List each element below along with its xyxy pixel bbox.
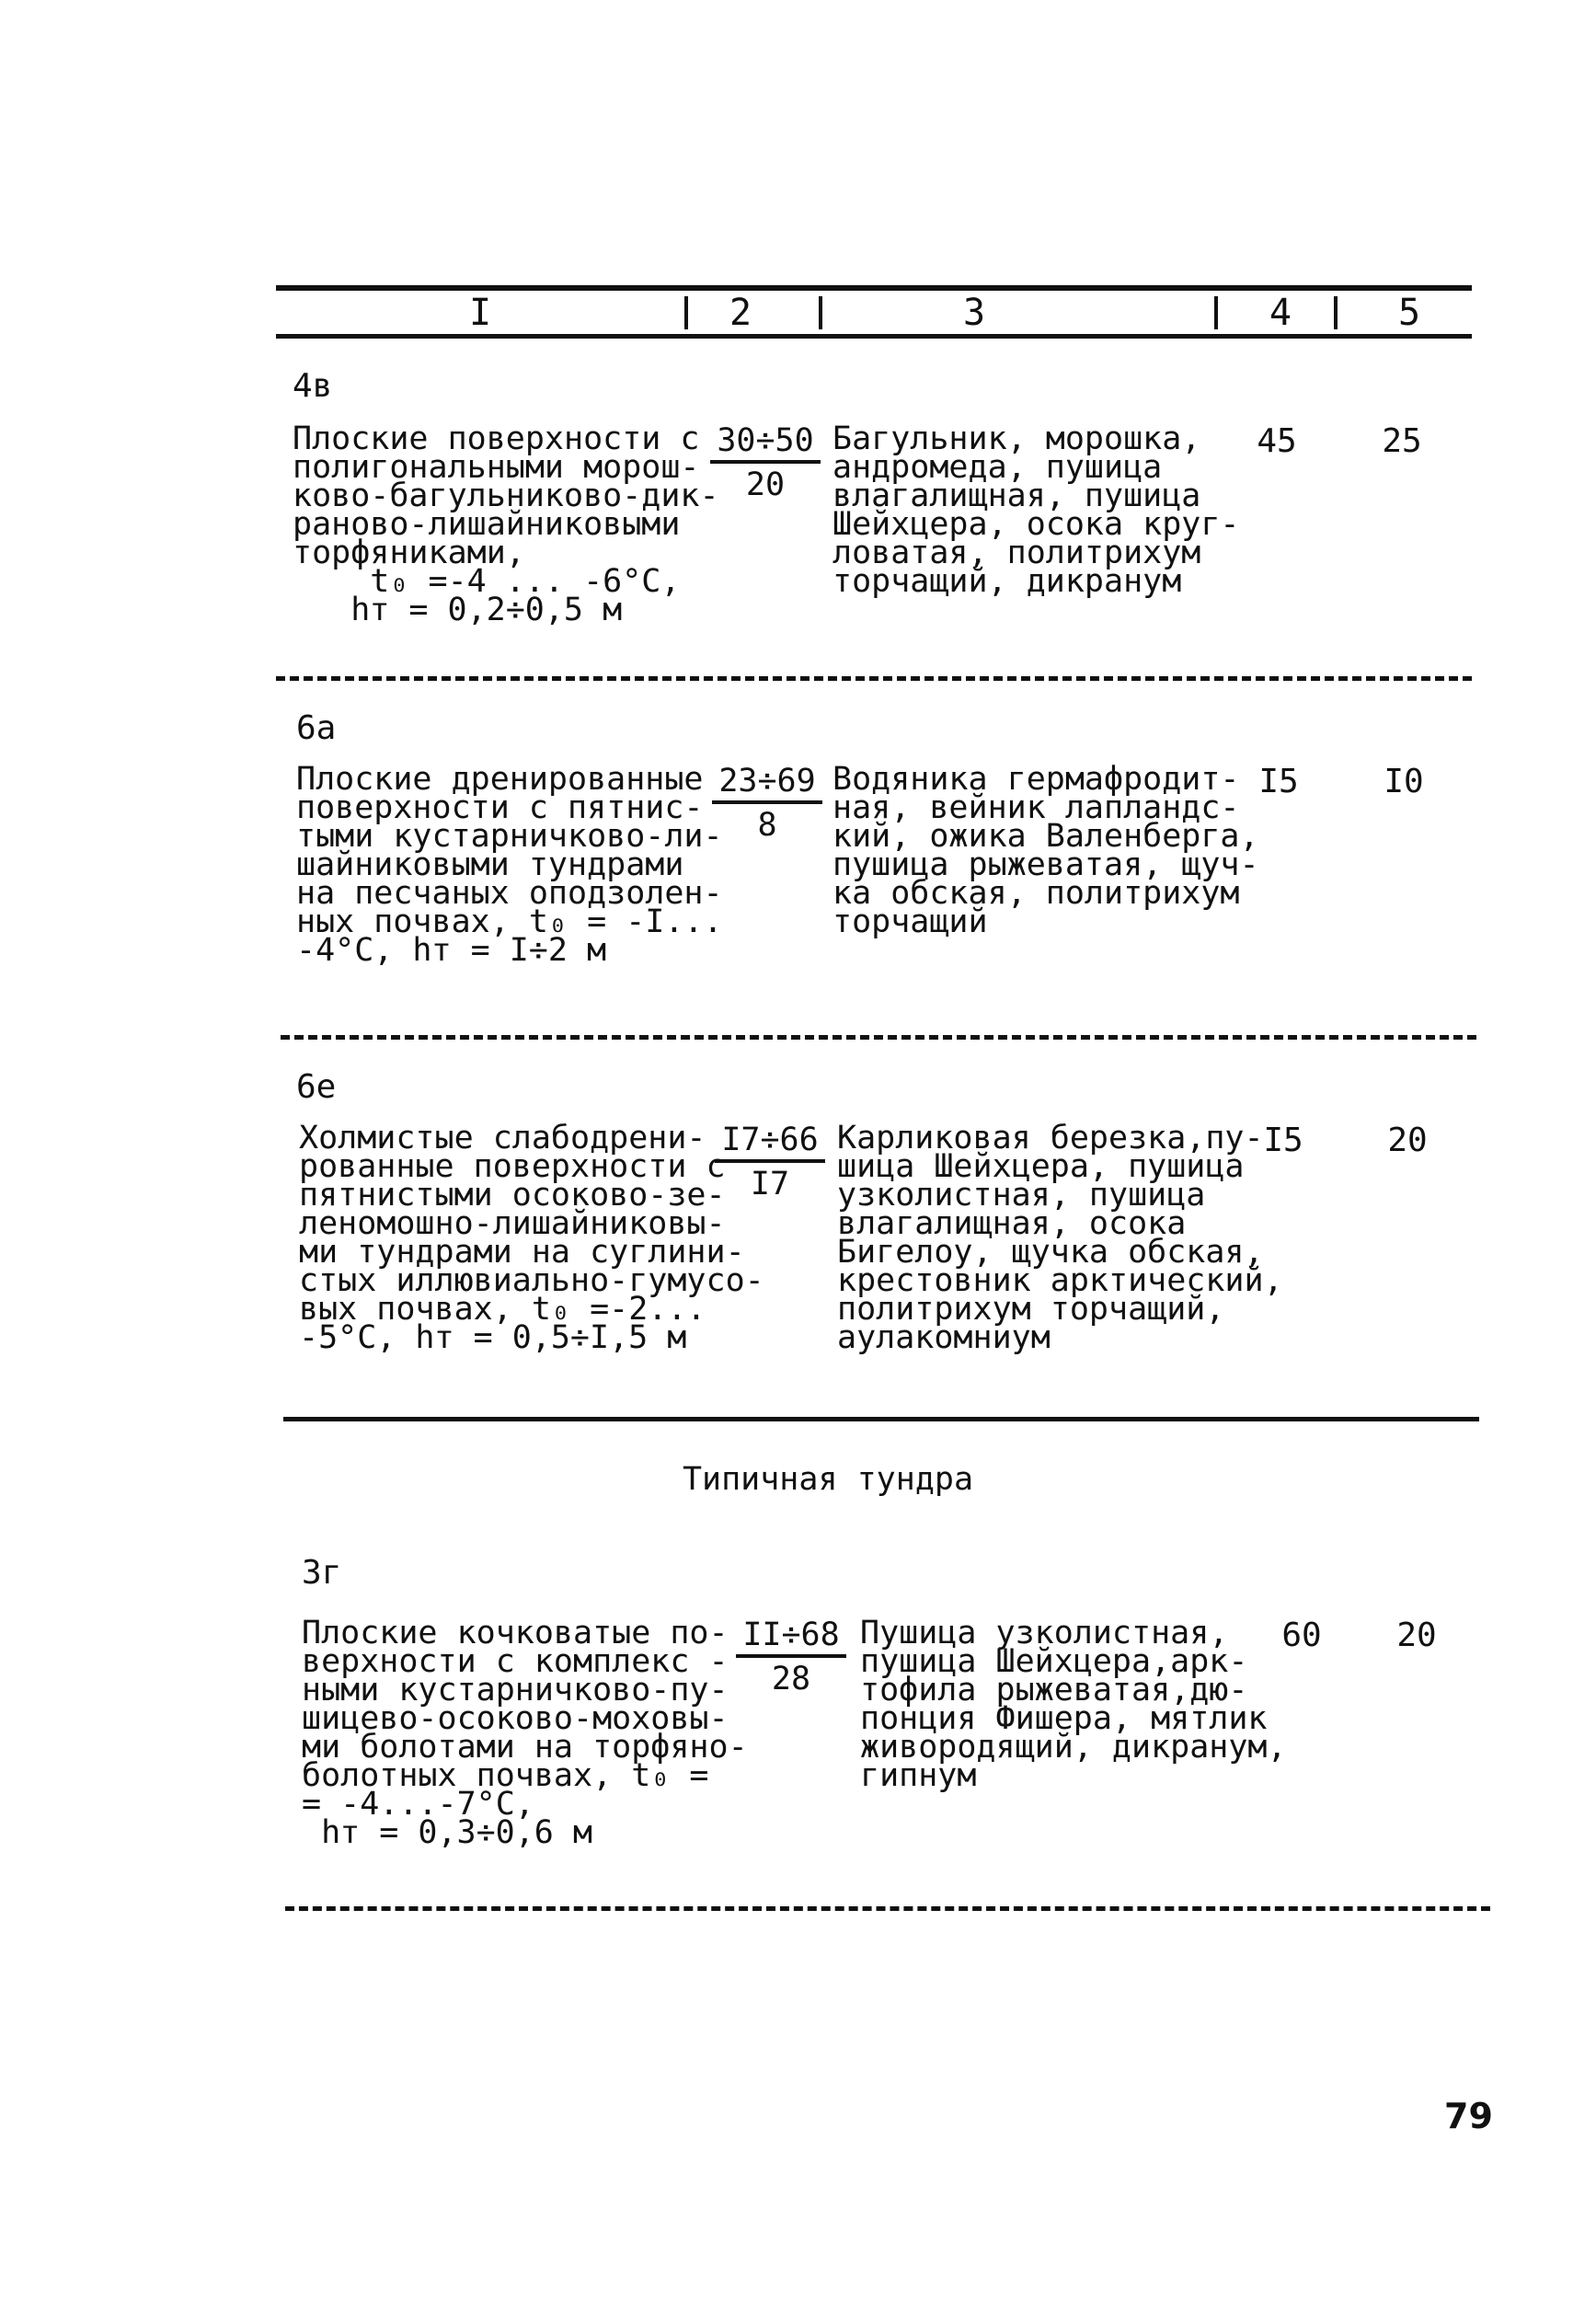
row-vegetation: Багульник, морошка, андромеда, пушица влагалищная, пушица Шейхцера, осока круг- ловатая, политрихум торчащий, дикранум [832, 420, 1240, 600]
fraction-denominator: 8 [757, 807, 777, 844]
row-vegetation: Пушица узколистная, пушица Шейхцера,арк- тофила рыжеватая,дю- понция Фишера, мятлик живородящий, дикранум, гипнум [860, 1615, 1287, 1794]
range-fraction [712, 764, 822, 843]
fraction-numerator: 30÷50 [710, 423, 821, 464]
row-description: Холмистые слабодрени- рованные поверхности с пятнистыми осоково-зе- леномошно-лишайниковы- ми тундрами на суглини- стых иллювиально-гумусо- вых почвах, t₀ =-2... -5°C, hᴛ = 0,5÷I,5 м [299, 1120, 764, 1356]
row-col-5-value: I0 [1384, 763, 1424, 800]
row-col-4-value: I5 [1258, 763, 1299, 800]
fraction-numerator: 23÷69 [712, 764, 822, 804]
header-col-5: 5 [1398, 292, 1421, 334]
header-separator [1214, 296, 1218, 329]
row-col-5-value: 20 [1396, 1616, 1437, 1654]
header-separator [1334, 296, 1338, 329]
fraction-denominator: 20 [745, 466, 786, 503]
fraction-numerator: II÷68 [736, 1617, 846, 1658]
row-separator-dashed [276, 676, 1472, 681]
row-separator-dashed [281, 1035, 1476, 1040]
table-header-bottom-rule [276, 334, 1472, 339]
row-code: 3г [302, 1554, 342, 1592]
header-separator [819, 296, 822, 329]
row-description: Плоские дренированные поверхности с пятнис- тыми кустарничково-ли- шайниковыми тундрами на песчаных оподзолен- ных почвах, t₀ = -I... -4°C, hᴛ = I÷2 м [296, 761, 723, 969]
header-col-2: 2 [729, 292, 752, 334]
section-rule [283, 1417, 1479, 1421]
row-description: Плоские кочковатые по- верхности с комплекс - ными кустарничково-пу- шицево-осоково-моховы- ми болотами на торфяно- болотных почвах, t₀ = = -4...-7°C, hᴛ = 0,3÷0,6 м [302, 1615, 748, 1851]
row-col-5-value: 25 [1382, 422, 1422, 460]
row-separator-dashed [285, 1906, 1490, 1911]
range-fraction [710, 423, 821, 502]
page-number: 79 [1444, 2096, 1493, 2136]
header-col-3: 3 [963, 292, 986, 334]
row-col-4-value: 60 [1281, 1616, 1322, 1654]
fraction-numerator: I7÷66 [715, 1122, 825, 1163]
row-col-4-value: I5 [1263, 1122, 1303, 1159]
row-code: 6е [296, 1068, 337, 1106]
header-col-4: 4 [1269, 292, 1292, 334]
row-vegetation: Водяника гермафродит- ная, вейник лапландс- кий, ожика Валенберга, пушица рыжеватая, щуч- ка обская, политрихум торчащий [832, 761, 1259, 940]
fraction-denominator: I7 [750, 1166, 790, 1202]
header-separator [684, 296, 688, 329]
row-col-4-value: 45 [1257, 422, 1297, 460]
section-title: Типичная тундра [682, 1461, 974, 1498]
range-fraction [736, 1617, 846, 1697]
row-vegetation: Карликовая березка,пу- шица Шейхцера, пушица узколистная, пушица влагалищная, осока Бигелоу, щучка обская, крестовник арктический, политрихум торчащий, аулакомниум [837, 1120, 1283, 1356]
fraction-denominator: 28 [771, 1661, 811, 1697]
row-description: Плоские поверхности с полигональными морош- ково-багульниково-дик- раново-лишайниковыми торфяниками, t₀ =-4 ... -6°C, hᴛ = 0,2÷0,5 м [293, 420, 719, 628]
row-col-5-value: 20 [1387, 1122, 1428, 1159]
header-col-1: I [469, 292, 492, 334]
row-code: 4в [293, 367, 333, 405]
range-fraction [715, 1122, 825, 1202]
row-code: 6а [296, 709, 337, 747]
table-header-top-rule [276, 285, 1472, 291]
